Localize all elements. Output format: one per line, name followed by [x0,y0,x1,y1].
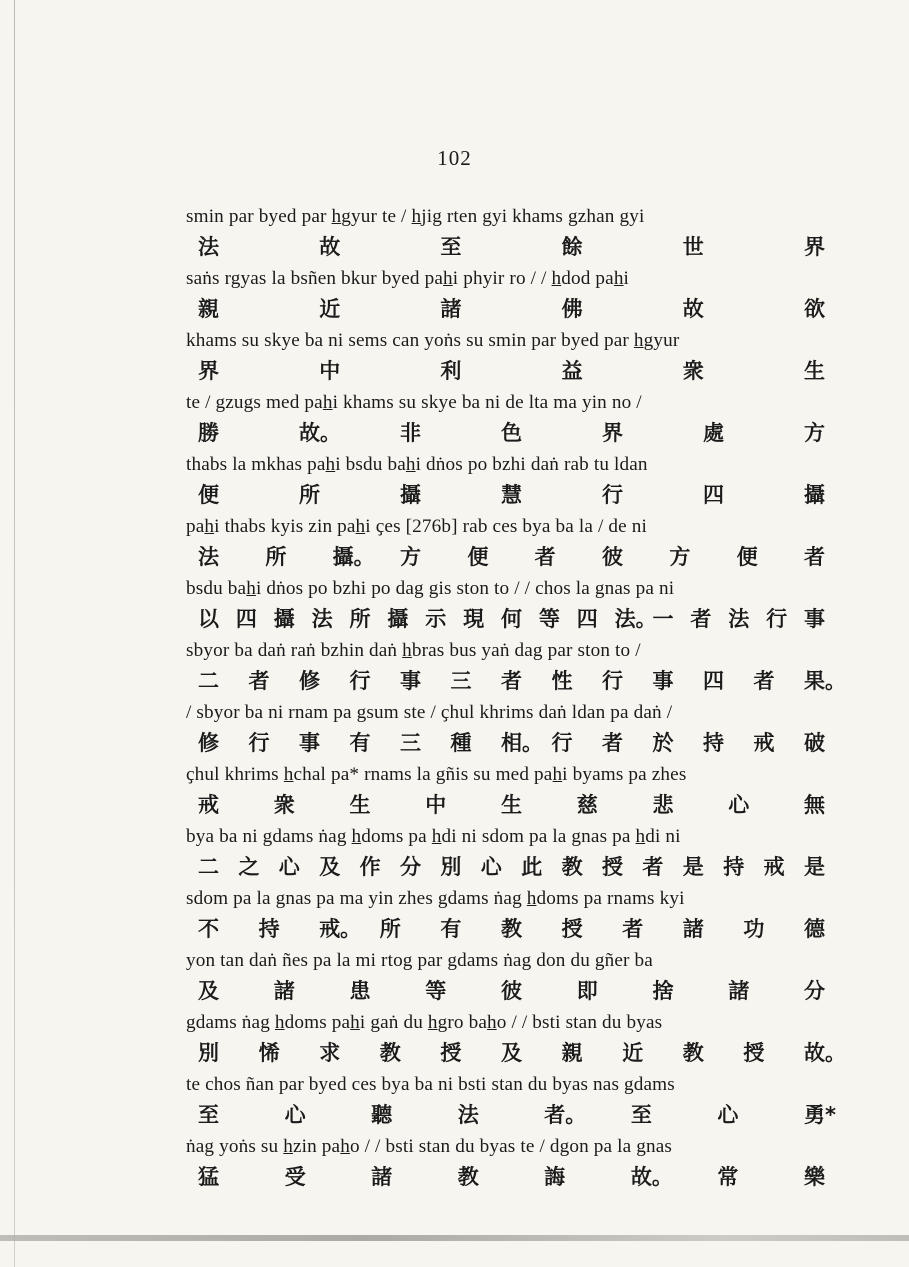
chinese-character: 所 [299,483,320,507]
chinese-character: 生 [804,359,825,383]
chinese-character: 所 [265,545,287,569]
chinese-character: 教 [501,917,522,941]
chinese-character: 示 [425,607,447,631]
chinese-character: 利 [440,359,462,383]
chinese-character: 患 [349,979,371,1003]
chinese-character: 事 [804,607,825,631]
chinese-character: 至 [630,1103,652,1127]
tibetan-line: yon tan daṅ ñes pa la mi rtog par gdams ṅag don du gñer ba [186,950,653,971]
chinese-character: 近 [622,1041,644,1065]
chinese-character: 功 [743,917,765,941]
chinese-character: 現 [463,607,485,631]
chinese-character: 等 [425,979,447,1003]
chinese-character: 彼 [602,545,623,569]
chinese-character: 心 [728,793,750,817]
chinese-character: 四 [703,669,724,693]
chinese-character: 行 [766,607,788,631]
chinese-character: 親 [198,297,219,321]
chinese-character: 攝。 [332,545,375,569]
chinese-character: 攝 [273,607,295,631]
chinese-character: 便 [198,483,219,507]
chinese-character: 者 [248,669,270,693]
tibetan-line: bsdu bah̲i dṅos po bzhi po dag gis ston to / / chos la gnas pa ni [186,578,675,599]
chinese-character: 故 [319,235,341,259]
chinese-line [186,356,825,387]
tibetan-line: bya ba ni gdams ṅag h̲doms pa h̲di ni sdom pa la gnas pa h̲di ni [186,826,681,847]
chinese-character: 之 [238,855,260,879]
tibetan-line: gdams ṅag h̲doms pah̲i gaṅ du h̲gro bah̲o / / bsti stan du byas [186,1012,663,1033]
chinese-character: 彼 [501,979,522,1003]
chinese-character: 心 [284,1103,306,1127]
chinese-line [186,418,825,449]
tibetan-line: sdom pa la gnas pa ma yin zhes gdams ṅag h̲doms pa rnams kyi [186,888,685,909]
tibetan-line: te / gzugs med pah̲i khams su skye ba ni de lta ma yin no / [186,392,642,413]
chinese-character: 相。 [501,731,543,755]
chinese-character: 方 [400,545,421,569]
chinese-character: 佛 [561,297,583,321]
chinese-character: 心 [480,855,502,879]
chinese-character: 修 [299,669,320,693]
tibetan-line: te chos ñan par byed ces bya ba ni bsti stan du byas nas gdams [186,1074,675,1095]
tibetan-line: khams su skye ba ni sems can yoṅs su smin par byed par h̲gyur [186,330,680,351]
chinese-character: 別 [440,855,462,879]
chinese-character: 攝 [400,483,421,507]
chinese-character: 無 [804,793,825,817]
chinese-character: 戒。 [319,917,362,941]
chinese-character: 衆 [273,793,295,817]
scan-bottom-edge [0,1235,909,1241]
chinese-character: 樂 [804,1165,825,1189]
tibetan-line: ṅag yoṅs su h̲zin pah̲o / / bsti stan du byas te / dgon pa la gnas [186,1136,673,1157]
chinese-character: 戒 [198,793,219,817]
chinese-character: 於 [652,731,674,755]
chinese-character: 衆 [682,359,704,383]
chinese-character: 事 [299,731,320,755]
chinese-character: 有 [440,917,462,941]
chinese-character: 果。 [804,669,846,693]
chinese-character: 心 [278,855,300,879]
chinese-character: 教 [457,1165,479,1189]
chinese-character: 以 [198,607,219,631]
chinese-character: 世 [682,235,704,259]
chinese-character: 中 [319,359,341,383]
tibetan-line: ҫhul khrims h̲chal pa* rnams la gñis su med pah̲i byams pa zhes [186,764,687,785]
chinese-character: 何 [501,607,522,631]
tibetan-line: saṅs rgyas la bsñen bkur byed pah̲i phyir ro / / h̲dod pah̲i [186,268,630,289]
chinese-line [186,1162,825,1193]
chinese-character: 方 [669,545,691,569]
chinese-character: 授 [561,917,583,941]
chinese-character: 非 [400,421,421,445]
chinese-character: 行 [349,669,371,693]
chinese-character: 所 [379,917,401,941]
chinese-line [186,1100,836,1131]
tibetan-line: smin par byed par h̲gyur te / h̲jig rten gyi khams gzhan gyi [186,206,645,227]
chinese-character: 所 [349,607,371,631]
tibetan-line: pah̲i thabs kyis zin pah̲i ҫes [276b] rab ces bya ba la / de ni [186,516,647,537]
chinese-character: 色 [501,421,522,445]
chinese-character: 聽 [371,1103,393,1127]
page-number: 102 [437,146,472,170]
chinese-character: 親 [561,1041,583,1065]
chinese-character: 者 [804,545,825,569]
chinese-character: 諸 [273,979,295,1003]
chinese-line [186,1038,846,1069]
chinese-character: 三 [450,669,472,693]
chinese-character: 事 [400,669,421,693]
chinese-character: 捨 [652,979,674,1003]
chinese-character: 四 [235,607,257,631]
chinese-character: 教 [379,1041,401,1065]
chinese-character: 常 [717,1165,739,1189]
bilingual-text-body [186,201,846,1193]
chinese-character: 授 [602,855,623,879]
chinese-character: 持 [703,731,724,755]
chinese-character: 修 [198,731,219,755]
chinese-character: 至 [440,235,462,259]
chinese-character: 行 [551,731,573,755]
chinese-character: 者 [602,731,623,755]
chinese-character: 四 [703,483,724,507]
chinese-character: 中 [425,793,447,817]
chinese-character: 者 [622,917,644,941]
chinese-character: 二 [198,855,219,879]
scan-left-edge [14,0,15,1267]
chinese-character: 諸 [728,979,750,1003]
chinese-character: 持 [723,855,745,879]
chinese-line [186,914,825,945]
chinese-character: 界 [198,359,219,383]
chinese-character: 法 [457,1103,479,1127]
chinese-character: 諸 [682,917,704,941]
chinese-line [186,976,825,1007]
chinese-line [186,542,825,573]
chinese-character: 悕 [258,1041,280,1065]
chinese-character: 戒 [753,731,775,755]
chinese-line [186,604,825,635]
chinese-character: 諸 [440,297,462,321]
chinese-character: 勝 [198,421,219,445]
chinese-line [186,480,825,511]
chinese-character: 故。 [804,1041,846,1065]
chinese-character: 者 [753,669,775,693]
chinese-character: 別 [198,1041,219,1065]
chinese-line [186,666,846,697]
chinese-line [186,294,825,325]
chinese-character: 生 [501,793,522,817]
chinese-character: 法。 [614,607,657,631]
chinese-character: 此 [521,855,543,879]
chinese-character: 者 [642,855,664,879]
chinese-line [186,852,825,883]
chinese-character: 破 [804,731,825,755]
chinese-character: 界 [602,421,623,445]
chinese-character: 至 [198,1103,219,1127]
chinese-character: 即 [576,979,598,1003]
chinese-character: 及 [501,1041,522,1065]
chinese-character: 行 [248,731,270,755]
chinese-character: 悲 [652,793,674,817]
chinese-character: 猛 [198,1165,219,1189]
chinese-character: 法 [198,235,219,259]
chinese-character: 二 [198,669,219,693]
chinese-character: 德 [804,917,825,941]
chinese-character: 等 [538,607,560,631]
chinese-line [186,232,825,263]
chinese-character: 是 [682,855,704,879]
chinese-character: 事 [652,669,674,693]
chinese-character: 界 [804,235,825,259]
chinese-character: 授 [743,1041,765,1065]
chinese-character: 戒 [763,855,785,879]
chinese-character: 授 [440,1041,462,1065]
chinese-character: 法 [198,545,219,569]
chinese-character: 慈 [576,793,598,817]
chinese-character: 及 [319,855,341,879]
chinese-character: 餘 [561,235,583,259]
chinese-character: 性 [551,669,573,693]
chinese-character: 者 [690,607,712,631]
chinese-character: 一 [652,607,674,631]
chinese-character: 慧 [501,483,522,507]
chinese-character: 是 [804,855,825,879]
chinese-character: 分 [400,855,421,879]
chinese-character: 者。 [544,1103,587,1127]
tibetan-line: thabs la mkhas pah̲i bsdu bah̲i dṅos po bzhi daṅ rab tu ldan [186,454,648,475]
chinese-character: 者 [534,545,556,569]
chinese-character: 故 [682,297,704,321]
chinese-character: 故。 [299,421,341,445]
chinese-character: 心 [717,1103,739,1127]
chinese-character: 教 [561,855,583,879]
chinese-character: 故。 [630,1165,673,1189]
chinese-character: 及 [198,979,219,1003]
tibetan-line: sbyor ba daṅ raṅ bzhin daṅ h̲bras bus yaṅ dag par ston to / [186,640,641,661]
chinese-character: 攝 [387,607,409,631]
chinese-character: 法 [728,607,750,631]
chinese-character: 處 [703,421,724,445]
chinese-character: 持 [258,917,280,941]
chinese-line [186,728,825,759]
chinese-character: 三 [400,731,421,755]
chinese-character: 生 [349,793,371,817]
chinese-character: 作 [359,855,381,879]
chinese-character: 法 [311,607,333,631]
chinese-character: 近 [319,297,341,321]
chinese-character: 益 [561,359,583,383]
chinese-line [186,790,825,821]
chinese-character: 種 [450,731,472,755]
chinese-character: 勇* [804,1103,836,1127]
chinese-character: 諸 [371,1165,393,1189]
chinese-character: 受 [284,1165,306,1189]
chinese-character: 有 [349,731,371,755]
chinese-character: 求 [319,1041,341,1065]
chinese-character: 教 [682,1041,704,1065]
chinese-character: 行 [602,483,623,507]
chinese-character: 誨 [544,1165,566,1189]
chinese-character: 分 [804,979,825,1003]
chinese-character: 便 [467,545,489,569]
chinese-character: 欲 [804,297,825,321]
chinese-character: 四 [576,607,598,631]
chinese-character: 不 [198,917,219,941]
chinese-character: 方 [804,421,825,445]
tibetan-line: / sbyor ba ni rnam pa gsum ste / ҫhul khrims daṅ ldan pa daṅ / [186,702,673,723]
chinese-character: 攝 [804,483,825,507]
chinese-character: 者 [501,669,522,693]
chinese-character: 行 [602,669,623,693]
chinese-character: 便 [736,545,758,569]
